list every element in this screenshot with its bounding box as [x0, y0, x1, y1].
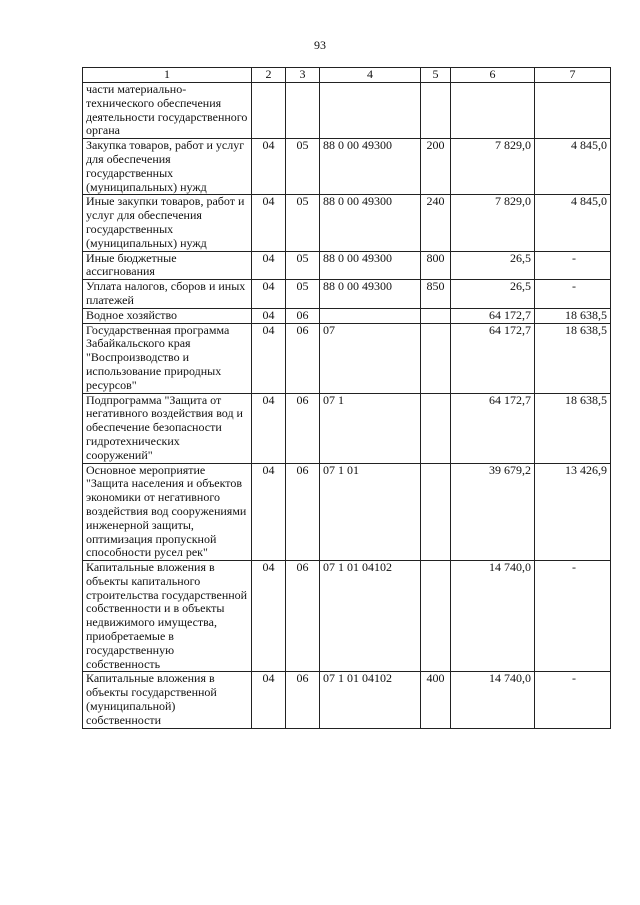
col-header-2: 2 [252, 68, 286, 83]
row-amount-7: 18 638,5 [535, 323, 611, 393]
row-target-code: 88 0 00 49300 [320, 195, 421, 251]
row-subsection: 06 [286, 561, 320, 672]
row-subsection: 05 [286, 195, 320, 251]
table-row [83, 83, 611, 139]
row-expense-type [421, 83, 451, 139]
row-amount-7: - [535, 251, 611, 280]
header-row [83, 68, 611, 83]
row-name: Иные бюджетные ассигнования [83, 251, 252, 280]
row-amount-6: 39 679,2 [451, 463, 535, 561]
table-row [83, 195, 611, 251]
row-name: Капитальные вложения в объекты капитального строительства государственной собственности и в объекты недвижимого имущества, приобретаемые в государственную собственность [83, 561, 252, 672]
row-amount-7: - [535, 672, 611, 728]
row-section: 04 [252, 139, 286, 195]
table-row [83, 561, 611, 672]
row-target-code: 07 [320, 323, 421, 393]
col-header-7: 7 [535, 68, 611, 83]
row-target-code: 07 1 01 [320, 463, 421, 561]
col-header-1: 1 [83, 68, 252, 83]
row-section: 04 [252, 323, 286, 393]
row-expense-type [421, 393, 451, 463]
row-amount-7: 18 638,5 [535, 393, 611, 463]
row-amount-7: 18 638,5 [535, 308, 611, 323]
row-target-code: 07 1 01 04102 [320, 672, 421, 728]
row-amount-6: 14 740,0 [451, 672, 535, 728]
table-row [83, 308, 611, 323]
col-header-6: 6 [451, 68, 535, 83]
row-amount-7: 4 845,0 [535, 139, 611, 195]
page-number: 93 [314, 38, 326, 52]
row-subsection: 05 [286, 251, 320, 280]
row-subsection [286, 83, 320, 139]
row-amount-7: 13 426,9 [535, 463, 611, 561]
row-target-code: 88 0 00 49300 [320, 251, 421, 280]
row-section: 04 [252, 195, 286, 251]
row-name: Государственная программа Забайкальского края "Воспроизводство и использование природных ресурсов" [83, 323, 252, 393]
row-amount-7: - [535, 280, 611, 309]
row-expense-type [421, 561, 451, 672]
table-row [83, 323, 611, 393]
row-section: 04 [252, 280, 286, 309]
row-section [252, 83, 286, 139]
row-amount-6: 64 172,7 [451, 393, 535, 463]
table-row [83, 280, 611, 309]
row-subsection: 05 [286, 280, 320, 309]
row-section: 04 [252, 393, 286, 463]
row-section: 04 [252, 251, 286, 280]
row-section: 04 [252, 308, 286, 323]
row-target-code: 88 0 00 49300 [320, 280, 421, 309]
row-amount-6: 64 172,7 [451, 308, 535, 323]
row-subsection: 06 [286, 463, 320, 561]
row-subsection: 05 [286, 139, 320, 195]
table-row [83, 251, 611, 280]
row-name: Капитальные вложения в объекты государственной (муниципальной) собственности [83, 672, 252, 728]
row-section: 04 [252, 561, 286, 672]
row-amount-7: 4 845,0 [535, 195, 611, 251]
row-name: Подпрограмма "Защита от негативного воздействия вод и обеспечение безопасности гидротехнических сооружений" [83, 393, 252, 463]
col-header-5: 5 [421, 68, 451, 83]
col-header-4: 4 [320, 68, 421, 83]
row-subsection: 06 [286, 672, 320, 728]
row-target-code [320, 308, 421, 323]
table-row [83, 393, 611, 463]
row-name: Основное мероприятие "Защита населения и объектов экономики от негативного воздействия вод сооружениями инженерной защиты, оптимизация пропускной способности русел рек" [83, 463, 252, 561]
row-amount-6: 26,5 [451, 251, 535, 280]
row-amount-6: 14 740,0 [451, 561, 535, 672]
row-name: Иные закупки товаров, работ и услуг для обеспечения государственных (муниципальных) нужд [83, 195, 252, 251]
row-target-code: 07 1 [320, 393, 421, 463]
budget-table [82, 67, 611, 729]
row-section: 04 [252, 463, 286, 561]
row-expense-type: 200 [421, 139, 451, 195]
row-expense-type: 400 [421, 672, 451, 728]
row-expense-type [421, 463, 451, 561]
row-name: Уплата налогов, сборов и иных платежей [83, 280, 252, 309]
row-amount-6: 26,5 [451, 280, 535, 309]
row-expense-type [421, 323, 451, 393]
row-target-code: 07 1 01 04102 [320, 561, 421, 672]
row-expense-type: 240 [421, 195, 451, 251]
table-row [83, 139, 611, 195]
row-section: 04 [252, 672, 286, 728]
table-row [83, 672, 611, 728]
row-name: части материально-технического обеспечения деятельности государственного органа [83, 83, 252, 139]
row-target-code: 88 0 00 49300 [320, 139, 421, 195]
row-name: Водное хозяйство [83, 308, 252, 323]
row-subsection: 06 [286, 308, 320, 323]
row-name: Закупка товаров, работ и услуг для обеспечения государственных (муниципальных) нужд [83, 139, 252, 195]
row-amount-6: 7 829,0 [451, 139, 535, 195]
row-amount-7: - [535, 561, 611, 672]
table-row [83, 463, 611, 561]
row-target-code [320, 83, 421, 139]
row-subsection: 06 [286, 393, 320, 463]
row-amount-7 [535, 83, 611, 139]
row-subsection: 06 [286, 323, 320, 393]
row-expense-type [421, 308, 451, 323]
row-expense-type: 850 [421, 280, 451, 309]
col-header-3: 3 [286, 68, 320, 83]
row-amount-6: 64 172,7 [451, 323, 535, 393]
row-amount-6: 7 829,0 [451, 195, 535, 251]
row-expense-type: 800 [421, 251, 451, 280]
row-amount-6 [451, 83, 535, 139]
